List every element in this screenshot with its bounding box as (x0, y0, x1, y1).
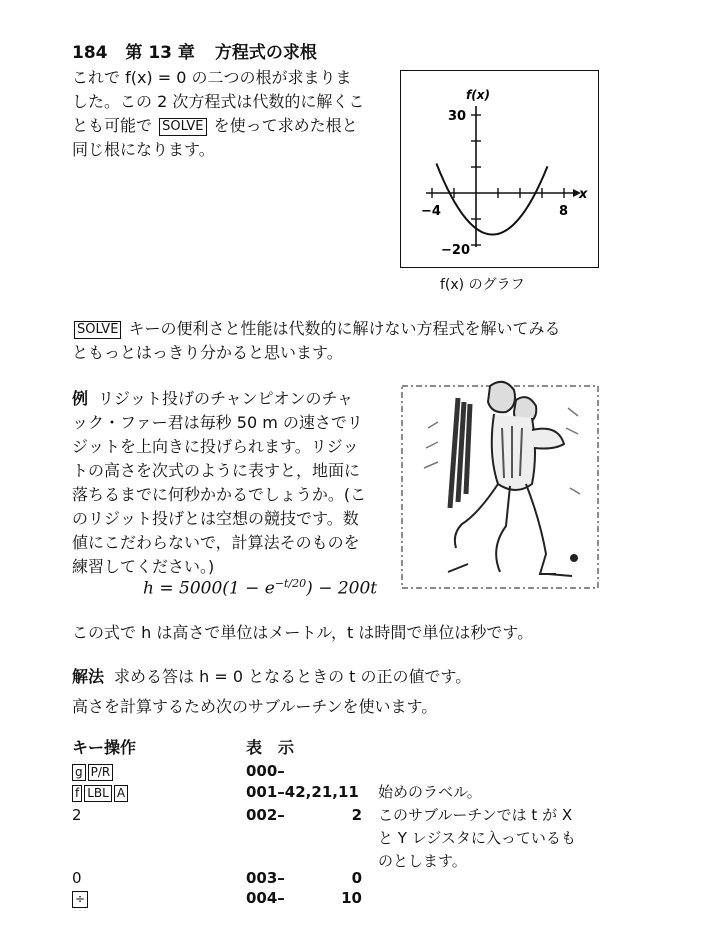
display-address: 002– (246, 806, 285, 824)
example-line: トの高さを次式のように表すと，地面に (72, 461, 361, 480)
solution-text: 求める答は h = 0 となるときの t の正の値です。 (114, 667, 472, 686)
intro-text: を使って求めた根と (213, 116, 358, 135)
display-value: 10 (341, 889, 362, 907)
note-cell: 始めのラベル。 (378, 783, 482, 801)
example-line: 練習してください。) (72, 557, 215, 576)
graph-caption: f(x) のグラフ (440, 277, 525, 293)
display-value: 0 (351, 869, 362, 887)
keys-cell: 2 (72, 806, 82, 824)
intro-line: これで f(x) = 0 の二つの根が求まりま (72, 68, 352, 87)
note-cell: と Y レジスタに入っているも (378, 829, 576, 847)
solve-key: SOLVE (159, 118, 206, 136)
keys-cell (72, 781, 130, 804)
keys-cell (72, 760, 115, 783)
x-tick-label: 8 (559, 204, 569, 219)
key-a: A (114, 785, 128, 802)
function-graph (401, 71, 598, 267)
intro-text: とも可能で (72, 116, 153, 135)
x-axis-label: x (579, 187, 588, 202)
solve-line (72, 317, 632, 341)
example-paragraph (72, 387, 392, 579)
solve-key: SOLVE (74, 321, 121, 339)
intro-paragraph (72, 66, 392, 162)
solve-line: ともっとはっきり分かると思います。 (72, 343, 343, 362)
chapter-title: 方程式の求根 (214, 43, 317, 63)
solve-paragraph (72, 317, 632, 365)
example-label: 例 (72, 389, 89, 408)
running-header (72, 38, 317, 63)
page-number: 184 (72, 43, 108, 63)
note-cell: このサブルーチンでは t が X (378, 806, 573, 824)
key-lbl: LBL (84, 785, 112, 802)
display-address: 004– (246, 889, 285, 907)
display-address: 000– (246, 762, 285, 780)
graph-frame (400, 70, 599, 268)
parabola-curve (436, 164, 547, 235)
athlete-illustration (398, 368, 600, 590)
display-address: 001–42,21,11 (246, 783, 359, 801)
keys-cell (72, 887, 90, 910)
intro-line: 同じ根になります。 (72, 140, 215, 159)
formula-lhs: h = 5000(1 − e (143, 578, 275, 599)
solution-line: 高さを計算するため次のサブルーチンを使います。 (72, 697, 438, 716)
key-divide: ÷ (72, 891, 88, 908)
note-cell: のとします。 (378, 852, 467, 870)
display-value: 2 (351, 806, 362, 824)
solution-line (72, 665, 632, 689)
key-pr: P/R (88, 764, 114, 781)
example-line: のリジット投げとは空想の競技です。数 (72, 509, 359, 528)
formula-rhs: ) − 200t (306, 578, 378, 599)
example-text: リジット投げのチャンピオンのチャ (98, 389, 354, 408)
x-tick-label: −4 (421, 204, 441, 219)
chapter-label: 第 13 章 (125, 43, 195, 63)
units-line: この式で h は高さで単位はメートル，t は時間で単位は秒です。 (72, 623, 534, 642)
example-line: ジットを上向きに投げられます。リジッ (72, 437, 359, 456)
key-f: f (72, 785, 82, 802)
y-axis-label: f(x) (466, 88, 490, 102)
formula-exponent: −t/20 (274, 577, 307, 590)
display-address: 003– (246, 869, 285, 887)
keys-cell: 0 (72, 869, 82, 887)
example-line (72, 387, 392, 411)
height-formula (143, 577, 377, 599)
intro-line (72, 114, 392, 138)
col-header-display: 表 示 (246, 738, 295, 757)
key-g: g (72, 764, 86, 781)
y-tick-label: −20 (441, 243, 470, 258)
intro-line: した。この 2 次方程式は代数的に解くこ (72, 92, 365, 111)
solution-paragraph (72, 665, 632, 719)
example-line: ック・ファー君は毎秒 50 m の速さでリ (72, 413, 363, 432)
col-header-keys: キー操作 (72, 738, 137, 757)
example-line: 落ちるまでに何秒かかるでしょうか。(こ (72, 485, 367, 504)
example-line: 値にこだわらないで，計算法そのものを (72, 533, 360, 552)
solve-text: キーの便利さと性能は代数的に解けない方程式を解いてみる (128, 319, 561, 338)
y-tick-label: 30 (448, 109, 467, 124)
solution-label: 解法 (72, 667, 105, 686)
